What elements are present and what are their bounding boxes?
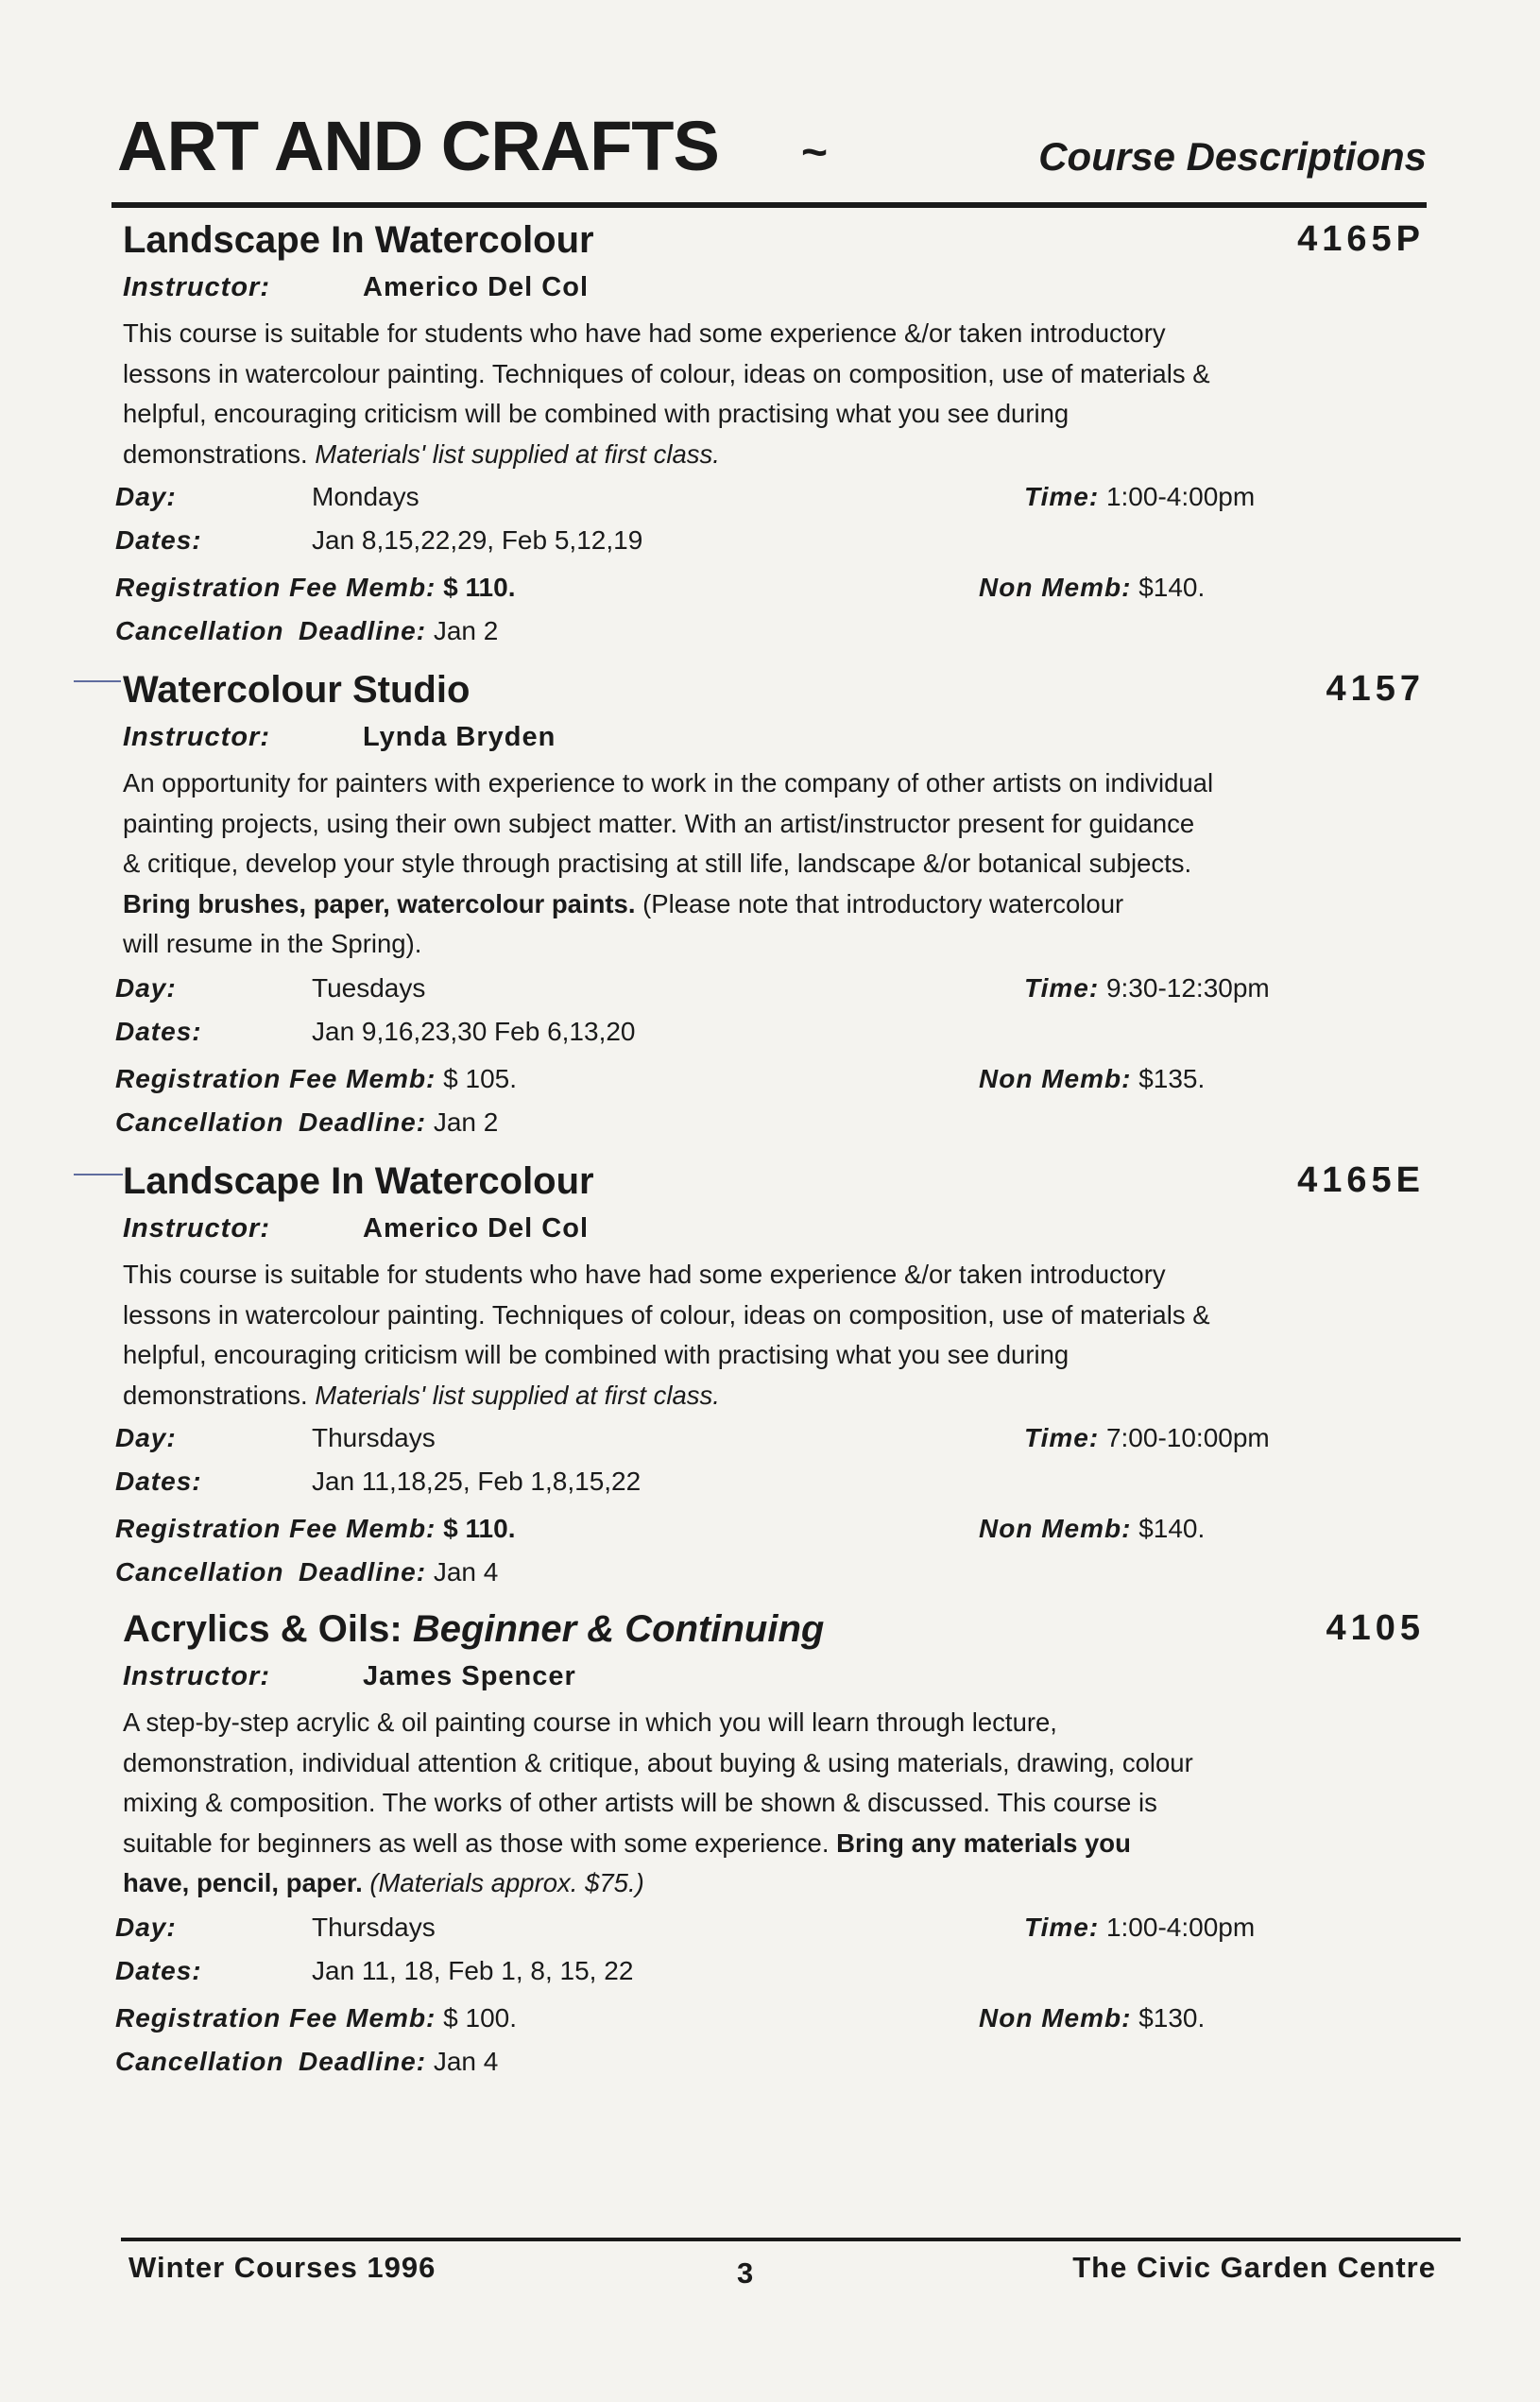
fee-row — [115, 2003, 517, 2033]
instructor-label: Instructor: — [123, 1661, 270, 1691]
reg-fee-label: Registration Fee Memb: — [115, 573, 436, 602]
page-number: 3 — [737, 2256, 754, 2290]
instructor-name: Americo Del Col — [363, 272, 589, 302]
materials-note: Bring brushes, paper, watercolour paints. — [123, 888, 636, 918]
non-member-row — [979, 2003, 1205, 2033]
description-text: suitable for beginners as well as those with some experience. — [123, 1827, 837, 1858]
description-line: & critique, develop your style through practising at still life, landscape &/or botanical subjects. — [123, 849, 1192, 878]
course-title — [123, 1608, 824, 1651]
cancellation-row — [115, 1107, 498, 1138]
time-value: 1:00-4:00pm — [1105, 1913, 1256, 1942]
course-title: Landscape In Watercolour — [123, 1160, 594, 1202]
day-row — [115, 1913, 177, 1943]
cancellation-label: Cancellation — [115, 1107, 284, 1137]
footer-rule — [121, 2238, 1461, 2241]
materials-note: Bring any materials you — [836, 1827, 1131, 1858]
description-line: mixing & composition. The works of other artists will be shown & discussed. This course is — [123, 1788, 1157, 1817]
pen-mark — [74, 680, 121, 682]
time-value: 7:00-10:00pm — [1105, 1423, 1270, 1452]
page-title: ART AND CRAFTS — [117, 107, 719, 185]
course-title: Watercolour Studio — [123, 669, 471, 711]
day-value: Tuesdays — [312, 973, 426, 1003]
deadline-value: Jan 4 — [433, 2047, 499, 2076]
time-row — [1024, 1423, 1270, 1453]
time-value: 9:30-12:30pm — [1105, 973, 1270, 1003]
member-fee: $ 110. — [443, 1514, 516, 1543]
non-member-row — [979, 1514, 1205, 1544]
instructor-label: Instructor: — [123, 272, 270, 302]
deadline-value: Jan 2 — [433, 1107, 499, 1137]
day-value: Thursdays — [312, 1423, 436, 1452]
dates-row — [115, 1017, 202, 1047]
dates-label: Dates: — [115, 525, 202, 555]
deadline-value: Jan 4 — [433, 1557, 499, 1587]
description-line — [123, 1376, 1464, 1416]
description-text: (Please note that introductory watercolour — [635, 888, 1124, 918]
instructor-name: Americo Del Col — [363, 1213, 589, 1244]
materials-note: have, pencil, paper. — [123, 1868, 363, 1897]
description-line: An opportunity for painters with experience to work in the company of other artists on individual — [123, 768, 1214, 798]
deadline-label: Deadline: — [299, 1107, 427, 1137]
day-label: Day: — [115, 973, 177, 1003]
non-member-fee: $140. — [1138, 573, 1206, 602]
dates-value: Jan 8,15,22,29, Feb 5,12,19 — [312, 525, 643, 555]
day-label: Day: — [115, 482, 177, 511]
materials-cost: (Materials approx. $75.) — [369, 1868, 644, 1897]
pen-mark — [74, 1174, 123, 1175]
description-line: A step-by-step acrylic & oil painting course in which you will learn through lecture, — [123, 1707, 1057, 1737]
footer-edition: Winter Courses 1996 — [128, 2251, 436, 2284]
non-memb-label: Non Memb: — [979, 573, 1132, 602]
non-member-fee: $130. — [1138, 2003, 1206, 2033]
description-line: will resume in the Spring). — [123, 929, 422, 958]
description-text: demonstrations. — [123, 1380, 308, 1410]
non-member-fee: $140. — [1138, 1514, 1206, 1543]
cancellation-row — [115, 616, 498, 646]
dates-label: Dates: — [115, 1467, 202, 1496]
non-member-fee: $135. — [1138, 1064, 1206, 1093]
description-line: helpful, encouraging criticism will be combined with practising what you see during — [123, 399, 1069, 428]
title-separator: ~ — [801, 128, 829, 178]
page-subtitle: Course Descriptions — [1038, 134, 1427, 179]
member-fee: $ 110. — [443, 573, 516, 602]
time-row — [1024, 973, 1270, 1004]
dates-row — [115, 1467, 202, 1497]
time-label: Time: — [1024, 482, 1100, 511]
cancellation-row — [115, 2047, 498, 2077]
day-label: Day: — [115, 1913, 177, 1942]
course-code: 4165P — [1297, 219, 1425, 259]
course-title: Landscape In Watercolour — [123, 219, 594, 261]
non-memb-label: Non Memb: — [979, 2003, 1132, 2033]
materials-note: Materials' list supplied at first class. — [315, 438, 720, 469]
member-fee: $ 105. — [443, 1064, 518, 1093]
description-line: lessons in watercolour painting. Techniques of colour, ideas on composition, use of materials & — [123, 358, 1210, 388]
course-description — [123, 1703, 1464, 1904]
deadline-value: Jan 2 — [433, 616, 499, 645]
instructor-name: Lynda Bryden — [363, 722, 556, 752]
day-row — [115, 1423, 177, 1453]
member-fee: $ 100. — [443, 2003, 518, 2033]
course-description — [123, 314, 1464, 474]
instructor-name: James Spencer — [363, 1661, 576, 1691]
time-label: Time: — [1024, 1423, 1100, 1452]
reg-fee-label: Registration Fee Memb: — [115, 2003, 436, 2033]
description-line — [123, 1824, 1464, 1864]
description-line — [123, 884, 1464, 925]
instructor-label: Instructor: — [123, 722, 270, 752]
day-value: Mondays — [312, 482, 419, 511]
non-memb-label: Non Memb: — [979, 1064, 1132, 1093]
fee-row — [115, 1514, 515, 1544]
non-memb-label: Non Memb: — [979, 1514, 1132, 1543]
course-code: 4105 — [1326, 1608, 1425, 1648]
course-code: 4165E — [1297, 1160, 1425, 1200]
dates-row — [115, 1956, 202, 1986]
course-code: 4157 — [1326, 669, 1425, 709]
dates-value: Jan 11, 18, Feb 1, 8, 15, 22 — [312, 1956, 634, 1985]
course-title-level: Beginner & Continuing — [412, 1608, 825, 1650]
dates-value: Jan 11,18,25, Feb 1,8,15,22 — [312, 1467, 642, 1496]
description-line: This course is suitable for students who have had some experience &/or taken introductory — [123, 1260, 1166, 1289]
fee-row — [115, 573, 515, 603]
dates-value: Jan 9,16,23,30 Feb 6,13,20 — [312, 1017, 636, 1046]
cancellation-label: Cancellation — [115, 616, 284, 645]
day-row — [115, 973, 177, 1004]
description-line — [123, 435, 1464, 475]
dates-label: Dates: — [115, 1017, 202, 1046]
time-label: Time: — [1024, 1913, 1100, 1942]
instructor-label: Instructor: — [123, 1213, 270, 1244]
time-row — [1024, 1913, 1255, 1943]
header-rule — [111, 202, 1427, 208]
deadline-label: Deadline: — [299, 616, 427, 645]
deadline-label: Deadline: — [299, 2047, 427, 2076]
deadline-label: Deadline: — [299, 1557, 427, 1587]
non-member-row — [979, 573, 1205, 603]
time-label: Time: — [1024, 973, 1100, 1003]
cancellation-label: Cancellation — [115, 1557, 284, 1587]
reg-fee-label: Registration Fee Memb: — [115, 1514, 436, 1543]
description-text: demonstrations. — [123, 438, 308, 469]
description-line: helpful, encouraging criticism will be combined with practising what you see during — [123, 1340, 1069, 1369]
course-description — [123, 763, 1464, 965]
page-header — [111, 106, 1427, 200]
cancellation-label: Cancellation — [115, 2047, 284, 2076]
day-label: Day: — [115, 1423, 177, 1452]
reg-fee-label: Registration Fee Memb: — [115, 1064, 436, 1093]
description-line: demonstration, individual attention & critique, about buying & using materials, drawing, colour — [123, 1747, 1193, 1777]
cancellation-row — [115, 1557, 498, 1587]
time-value: 1:00-4:00pm — [1105, 482, 1256, 511]
description-line: painting projects, using their own subject matter. With an artist/instructor present for guidance — [123, 808, 1195, 838]
description-line: lessons in watercolour painting. Techniques of colour, ideas on composition, use of materials & — [123, 1299, 1210, 1330]
fee-row — [115, 1064, 517, 1094]
dates-row — [115, 525, 202, 556]
description-line: This course is suitable for students who have had some experience &/or taken introductory — [123, 318, 1166, 348]
course-title-main: Acrylics & Oils: — [123, 1608, 402, 1650]
dates-label: Dates: — [115, 1956, 202, 1985]
time-row — [1024, 482, 1255, 512]
day-value: Thursdays — [312, 1913, 436, 1942]
course-description — [123, 1255, 1464, 1415]
day-row — [115, 482, 177, 512]
footer-organization: The Civic Garden Centre — [1072, 2251, 1436, 2284]
materials-note: Materials' list supplied at first class. — [315, 1380, 720, 1410]
non-member-row — [979, 1064, 1205, 1094]
description-line — [123, 1863, 1464, 1904]
